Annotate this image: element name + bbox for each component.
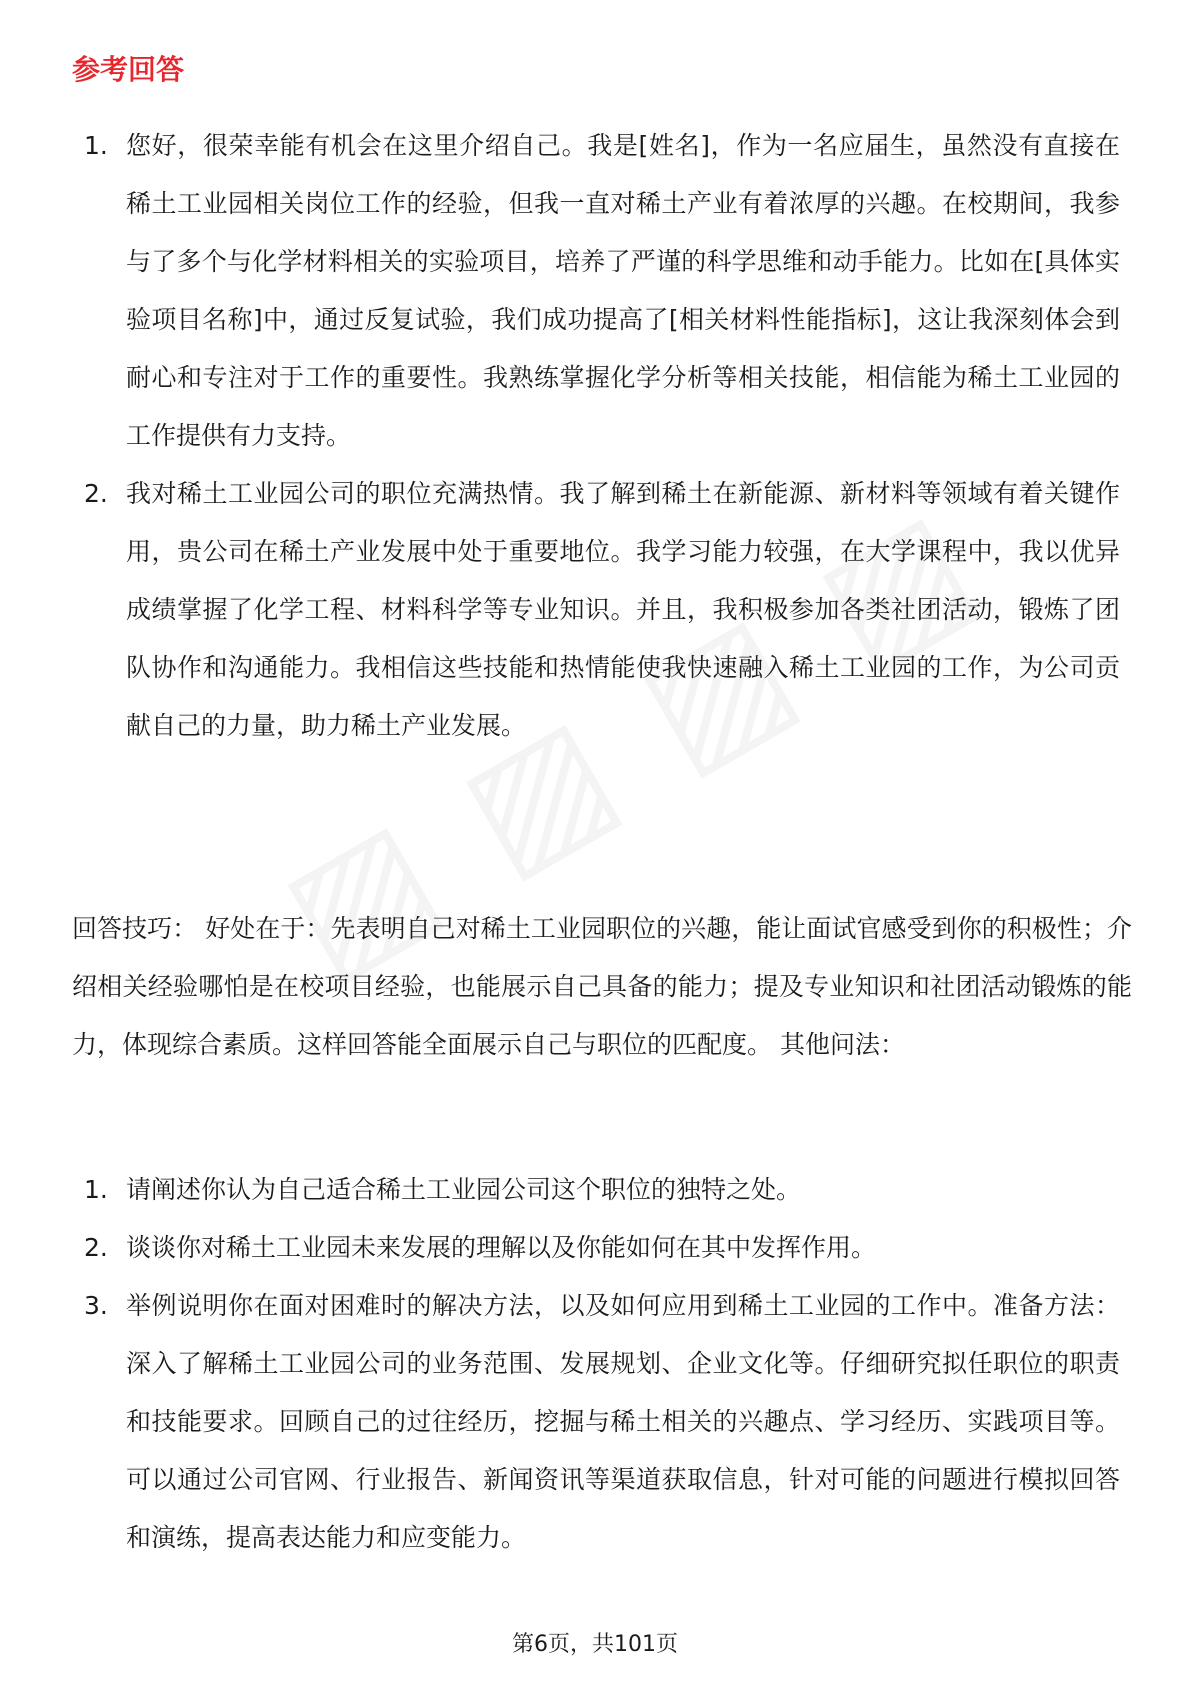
other-question-1 [72,1161,1120,1219]
other-question-3 [72,1277,1120,1567]
answer-text: 您好，很荣幸能有机会在这里介绍自己。我是[姓名]，作为一名应届生，虽然没有直接在稀土工业园相关岗位工作的经验，但我一直对稀土产业有着浓厚的兴趣。在校期间，我参与了多个与化学材料相关的实验项目，培养了严谨的科学思维和动手能力。比如在[具体实验项目名称]中，通过反复试验，我们成功提高了[相关材料性能指标]，这让我深刻体会到耐心和专注对于工作的重要性。我熟练掌握化学分析等相关技能，相信能为稀土工业园的工作提供有力支持。 [126,131,1120,450]
list-number: 2. [84,479,108,508]
section-title: 参考回答 [72,53,185,86]
answer-text: 我对稀土工业园公司的职位充满热情。我了解到稀土在新能源、新材料等领域有着关键作用，贵公司在稀土产业发展中处于重要地位。我学习能力较强，在大学课程中，我以优异成绩掌握了化学工程、材料科学等专业知识。并且，我积极参加各类社团活动，锻炼了团队协作和沟通能力。我相信这些技能和热情能使我快速融入稀土工业园的工作，为公司贡献自己的力量，助力稀土产业发展。 [126,479,1120,740]
question-text: 请阐述你认为自己适合稀土工业园公司这个职位的独特之处。 [126,1175,802,1204]
list-number: 1. [84,1175,108,1204]
answer-list [72,117,1120,755]
list-number: 3. [84,1291,108,1320]
other-questions-list [72,1161,1120,1567]
other-question-2 [72,1219,1120,1277]
tips-paragraph: 回答技巧： 好处在于：先表明自己对稀土工业园职位的兴趣，能让面试官感受到你的积极性；介绍相关经验哪怕是在校项目经验，也能展示自己具备的能力；提及专业知识和社团活动锻炼的能力，体现综合素质。这样回答能全面展示自己与职位的匹配度。 其他问法： [72,914,1132,1059]
page-footer: 第6页，共101页 [512,1632,678,1657]
list-number: 1. [84,131,108,160]
answer-item-1 [72,117,1120,465]
question-text: 谈谈你对稀土工业园未来发展的理解以及你能如何在其中发挥作用。 [126,1233,877,1262]
question-text: 举例说明你在面对困难时的解决方法，以及如何应用到稀土工业园的工作中。准备方法： 深入了解稀土工业园公司的业务范围、发展规划、企业文化等。仔细研究拟任职位的职责和技能要求。回顾自己的过往经历，挖掘与稀土相关的兴趣点、学习经历、实践项目等。可以通过公司官网、行业报告、新闻资讯等渠道获取信息，针对可能的问题进行模拟回答和演练，提高表达能力和应变能力。 [126,1291,1120,1552]
list-number: 2. [84,1233,108,1262]
answer-item-2 [72,465,1120,755]
